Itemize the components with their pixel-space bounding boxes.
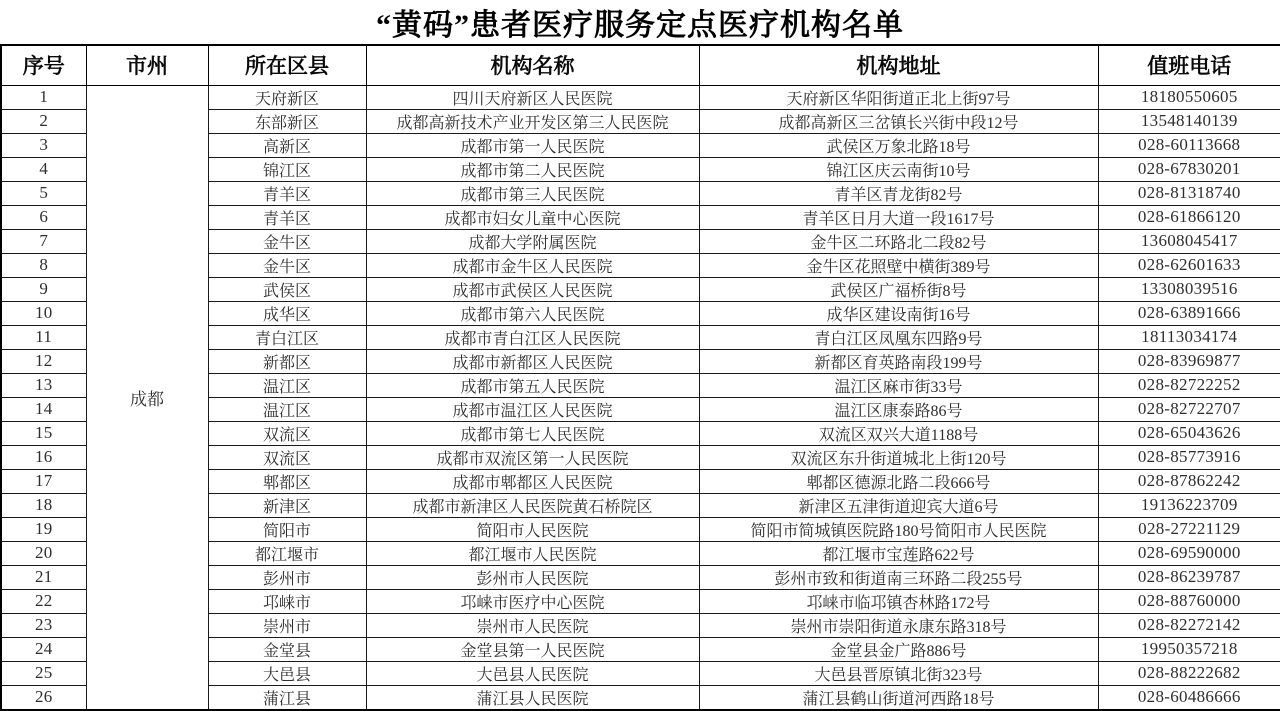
district-cell: 都江堰市: [208, 541, 366, 565]
district-cell: 东部新区: [208, 109, 366, 133]
serial-number-cell: 11: [1, 325, 86, 349]
institution-name-cell: 成都高新技术产业开发区第三人民医院: [366, 109, 699, 133]
institution-address-cell: 彭州市致和街道南三环路二段255号: [699, 565, 1098, 589]
header-city: 市州: [86, 45, 208, 85]
institution-address-cell: 郫都区德源北路二段666号: [699, 469, 1098, 493]
district-cell: 高新区: [208, 133, 366, 157]
duty-phone-cell: 028-62601633: [1098, 253, 1280, 277]
district-cell: 天府新区: [208, 85, 366, 109]
district-cell: 简阳市: [208, 517, 366, 541]
serial-number-cell: 2: [1, 109, 86, 133]
duty-phone-cell: 18113034174: [1098, 325, 1280, 349]
institution-name-cell: 成都市第二人民医院: [366, 157, 699, 181]
district-cell: 新津区: [208, 493, 366, 517]
serial-number-cell: 9: [1, 277, 86, 301]
institution-name-cell: 成都市第六人民医院: [366, 301, 699, 325]
institution-name-cell: 成都市第五人民医院: [366, 373, 699, 397]
header-institution-name: 机构名称: [366, 45, 699, 85]
district-cell: 青羊区: [208, 181, 366, 205]
header-duty-phone: 值班电话: [1098, 45, 1280, 85]
serial-number-cell: 21: [1, 565, 86, 589]
institution-name-cell: 成都市武侯区人民医院: [366, 277, 699, 301]
serial-number-cell: 23: [1, 613, 86, 637]
institution-name-cell: 简阳市人民医院: [366, 517, 699, 541]
institution-name-cell: 崇州市人民医院: [366, 613, 699, 637]
serial-number-cell: 20: [1, 541, 86, 565]
city-merged-cell: 成都: [86, 85, 208, 710]
duty-phone-cell: 028-60113668: [1098, 133, 1280, 157]
duty-phone-cell: 028-88760000: [1098, 589, 1280, 613]
institution-address-cell: 温江区康泰路86号: [699, 397, 1098, 421]
district-cell: 青白江区: [208, 325, 366, 349]
duty-phone-cell: 028-85773916: [1098, 445, 1280, 469]
serial-number-cell: 3: [1, 133, 86, 157]
duty-phone-cell: 19950357218: [1098, 637, 1280, 661]
institution-address-cell: 简阳市简城镇医院路180号简阳市人民医院: [699, 517, 1098, 541]
duty-phone-cell: 19136223709: [1098, 493, 1280, 517]
serial-number-cell: 5: [1, 181, 86, 205]
duty-phone-cell: 18180550605: [1098, 85, 1280, 109]
serial-number-cell: 26: [1, 685, 86, 710]
serial-number-cell: 7: [1, 229, 86, 253]
institution-address-cell: 青羊区青龙街82号: [699, 181, 1098, 205]
district-cell: 金牛区: [208, 253, 366, 277]
district-cell: 金牛区: [208, 229, 366, 253]
serial-number-cell: 4: [1, 157, 86, 181]
institution-address-cell: 蒲江县鹤山街道河西路18号: [699, 685, 1098, 710]
duty-phone-cell: 028-81318740: [1098, 181, 1280, 205]
institution-name-cell: 都江堰市人民医院: [366, 541, 699, 565]
institution-address-cell: 都江堰市宝莲路622号: [699, 541, 1098, 565]
duty-phone-cell: 13608045417: [1098, 229, 1280, 253]
serial-number-cell: 17: [1, 469, 86, 493]
institution-address-cell: 青白江区凤凰东四路9号: [699, 325, 1098, 349]
duty-phone-cell: 028-69590000: [1098, 541, 1280, 565]
institutions-table: [0, 44, 1280, 711]
serial-number-cell: 10: [1, 301, 86, 325]
institution-address-cell: 锦江区庆云南街10号: [699, 157, 1098, 181]
district-cell: 蒲江县: [208, 685, 366, 710]
institution-address-cell: 成华区建设南街16号: [699, 301, 1098, 325]
duty-phone-cell: 028-88222682: [1098, 661, 1280, 685]
institution-name-cell: 成都大学附属医院: [366, 229, 699, 253]
duty-phone-cell: 028-67830201: [1098, 157, 1280, 181]
institution-name-cell: 大邑县人民医院: [366, 661, 699, 685]
institution-name-cell: 成都市郫都区人民医院: [366, 469, 699, 493]
institution-name-cell: 成都市双流区第一人民医院: [366, 445, 699, 469]
page-title: “黄码”患者医疗服务定点医疗机构名单: [376, 9, 904, 42]
institution-name-cell: 成都市妇女儿童中心医院: [366, 205, 699, 229]
institution-name-cell: 蒲江县人民医院: [366, 685, 699, 710]
district-cell: 武侯区: [208, 277, 366, 301]
district-cell: 温江区: [208, 373, 366, 397]
serial-number-cell: 8: [1, 253, 86, 277]
district-cell: 新都区: [208, 349, 366, 373]
serial-number-cell: 6: [1, 205, 86, 229]
district-cell: 锦江区: [208, 157, 366, 181]
duty-phone-cell: 028-86239787: [1098, 565, 1280, 589]
duty-phone-cell: 13308039516: [1098, 277, 1280, 301]
district-cell: 温江区: [208, 397, 366, 421]
institution-name-cell: 成都市第七人民医院: [366, 421, 699, 445]
institution-name-cell: 四川天府新区人民医院: [366, 85, 699, 109]
institution-name-cell: 金堂县第一人民医院: [366, 637, 699, 661]
duty-phone-cell: 13548140139: [1098, 109, 1280, 133]
serial-number-cell: 25: [1, 661, 86, 685]
duty-phone-cell: 028-61866120: [1098, 205, 1280, 229]
duty-phone-cell: 028-83969877: [1098, 349, 1280, 373]
institution-name-cell: 成都市青白江区人民医院: [366, 325, 699, 349]
duty-phone-cell: 028-65043626: [1098, 421, 1280, 445]
duty-phone-cell: 028-87862242: [1098, 469, 1280, 493]
institution-name-cell: 邛崃市医疗中心医院: [366, 589, 699, 613]
district-cell: 青羊区: [208, 205, 366, 229]
duty-phone-cell: 028-82272142: [1098, 613, 1280, 637]
serial-number-cell: 18: [1, 493, 86, 517]
institution-name-cell: 成都市新都区人民医院: [366, 349, 699, 373]
institution-address-cell: 青羊区日月大道一段1617号: [699, 205, 1098, 229]
duty-phone-cell: 028-27221129: [1098, 517, 1280, 541]
header-serial-number: 序号: [1, 45, 86, 85]
institution-name-cell: 成都市第三人民医院: [366, 181, 699, 205]
duty-phone-cell: 028-60486666: [1098, 685, 1280, 710]
district-cell: 郫都区: [208, 469, 366, 493]
serial-number-cell: 16: [1, 445, 86, 469]
header-institution-address: 机构地址: [699, 45, 1098, 85]
district-cell: 大邑县: [208, 661, 366, 685]
institution-address-cell: 温江区麻市街33号: [699, 373, 1098, 397]
table-body: [1, 85, 1280, 710]
table-header: [1, 45, 1280, 85]
serial-number-cell: 24: [1, 637, 86, 661]
institution-address-cell: 成都高新区三岔镇长兴街中段12号: [699, 109, 1098, 133]
institution-address-cell: 双流区双兴大道1188号: [699, 421, 1098, 445]
serial-number-cell: 15: [1, 421, 86, 445]
institution-address-cell: 新都区育英路南段199号: [699, 349, 1098, 373]
district-cell: 成华区: [208, 301, 366, 325]
serial-number-cell: 14: [1, 397, 86, 421]
institution-address-cell: 武侯区万象北路18号: [699, 133, 1098, 157]
serial-number-cell: 1: [1, 85, 86, 109]
institution-address-cell: 武侯区广福桥街8号: [699, 277, 1098, 301]
district-cell: 崇州市: [208, 613, 366, 637]
institution-address-cell: 金牛区花照壁中横街389号: [699, 253, 1098, 277]
institution-name-cell: 成都市温江区人民医院: [366, 397, 699, 421]
institution-address-cell: 金堂县金广路886号: [699, 637, 1098, 661]
district-cell: 双流区: [208, 445, 366, 469]
institution-address-cell: 新津区五津街道迎宾大道6号: [699, 493, 1098, 517]
institution-name-cell: 成都市新津区人民医院黄石桥院区: [366, 493, 699, 517]
header-district: 所在区县: [208, 45, 366, 85]
duty-phone-cell: 028-82722252: [1098, 373, 1280, 397]
serial-number-cell: 13: [1, 373, 86, 397]
institution-address-cell: 双流区东升街道城北上街120号: [699, 445, 1098, 469]
institution-name-cell: 成都市第一人民医院: [366, 133, 699, 157]
duty-phone-cell: 028-63891666: [1098, 301, 1280, 325]
district-cell: 彭州市: [208, 565, 366, 589]
table-row: [1, 85, 1280, 109]
institution-name-cell: 成都市金牛区人民医院: [366, 253, 699, 277]
institution-address-cell: 金牛区二环路北二段82号: [699, 229, 1098, 253]
institution-address-cell: 大邑县晋原镇北街323号: [699, 661, 1098, 685]
district-cell: 邛崃市: [208, 589, 366, 613]
serial-number-cell: 19: [1, 517, 86, 541]
district-cell: 金堂县: [208, 637, 366, 661]
district-cell: 双流区: [208, 421, 366, 445]
serial-number-cell: 12: [1, 349, 86, 373]
institution-name-cell: 彭州市人民医院: [366, 565, 699, 589]
header-row: [1, 45, 1280, 85]
institution-address-cell: 崇州市崇阳街道永康东路318号: [699, 613, 1098, 637]
institution-address-cell: 天府新区华阳街道正北上街97号: [699, 85, 1098, 109]
duty-phone-cell: 028-82722707: [1098, 397, 1280, 421]
institution-address-cell: 邛崃市临邛镇杏林路172号: [699, 589, 1098, 613]
serial-number-cell: 22: [1, 589, 86, 613]
